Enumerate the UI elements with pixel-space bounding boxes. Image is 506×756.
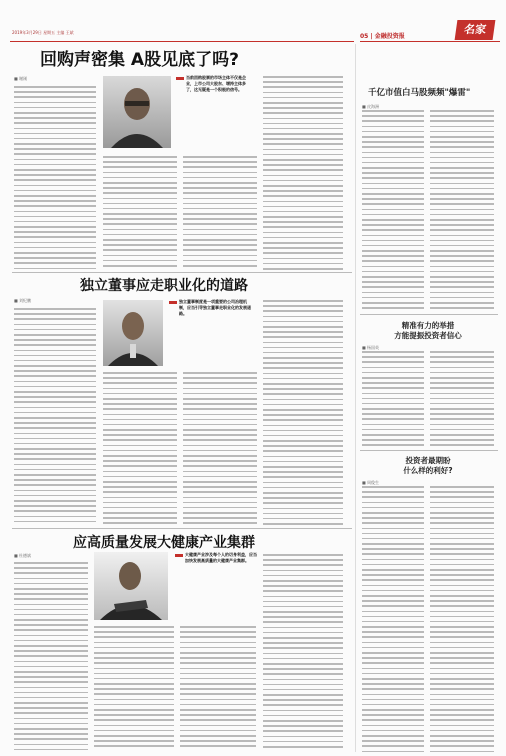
article-3-col-4	[263, 554, 343, 752]
article-3-author: ■ 杜德斌	[14, 553, 32, 558]
sidebar-2-title: 精准有力的举措 方能提振投资者信心	[394, 321, 462, 340]
article-2-author: ■ 刘纪鹏	[14, 298, 32, 303]
lead-marker-icon	[175, 554, 183, 557]
sidebar-3-title: 投资者最期盼 什么样的利好?	[403, 456, 453, 475]
sidebar-3-col-1	[362, 486, 424, 752]
sidebar-2-col-1	[362, 351, 424, 447]
article-1-author: ■ 谢刚	[14, 76, 28, 81]
article-2-portrait	[103, 300, 163, 366]
sidebar-1-col-1	[362, 110, 424, 310]
article-1-col-2	[103, 156, 177, 272]
section-label: 05 | 金融投资报	[360, 33, 405, 40]
article-3-title: 应高质量发展大健康产业集群	[73, 535, 255, 551]
sidebar-2-author: ■ 杨国英	[362, 345, 380, 350]
sidebar-3-author: ■ 周俊生	[362, 480, 380, 485]
article-2-lead: 独立董事制度是一项重要的公司治理机制，应当引导独立董事走职业化的发展道路。	[179, 299, 251, 316]
article-3-col-2	[94, 626, 174, 752]
article-1-title: 回购声密集 A股见底了吗?	[40, 50, 239, 70]
lead-marker-icon	[176, 77, 184, 80]
brand-badge: 名家	[455, 20, 496, 40]
article-1-col-1	[14, 86, 96, 272]
article-1-lead: 当前回购股票的市场主体不仅是企业，上市公司大股东、增持主体多了，这无疑是一个积极的信号。	[186, 75, 246, 92]
divider	[360, 450, 498, 451]
header-rule	[10, 41, 354, 42]
sidebar-1-col-2	[430, 110, 494, 310]
sidebar-1-title: 千亿市值白马股频频"爆雷"	[368, 88, 471, 98]
sidebar-2-col-2	[430, 351, 494, 447]
divider	[12, 272, 352, 273]
sidebar-3-col-2	[430, 486, 494, 752]
article-1-col-3	[183, 156, 257, 272]
sidebar-1-author: ■ 皮海洲	[362, 104, 380, 109]
divider	[12, 528, 352, 529]
article-3-lead: 大健康产业涉及每个人的切身利益，应当加快发展高质量的大健康产业集群。	[185, 552, 257, 563]
article-2-col-4	[263, 300, 343, 526]
header-rule-right	[360, 41, 500, 42]
article-3-portrait	[94, 552, 168, 620]
divider	[360, 314, 498, 315]
article-2-col-2	[103, 372, 177, 526]
lead-marker-icon	[169, 301, 177, 304]
article-2-col-3	[183, 372, 257, 526]
article-1-portrait	[103, 76, 171, 148]
article-1-col-4	[263, 76, 343, 272]
article-3-col-3	[180, 626, 256, 752]
column-divider	[355, 44, 356, 752]
date-line: 2019年3月29日 星期五 主编 王斌	[12, 30, 74, 35]
article-2-col-1	[14, 308, 96, 526]
article-2-title: 独立董事应走职业化的道路	[80, 278, 248, 294]
article-3-col-1	[14, 562, 88, 752]
